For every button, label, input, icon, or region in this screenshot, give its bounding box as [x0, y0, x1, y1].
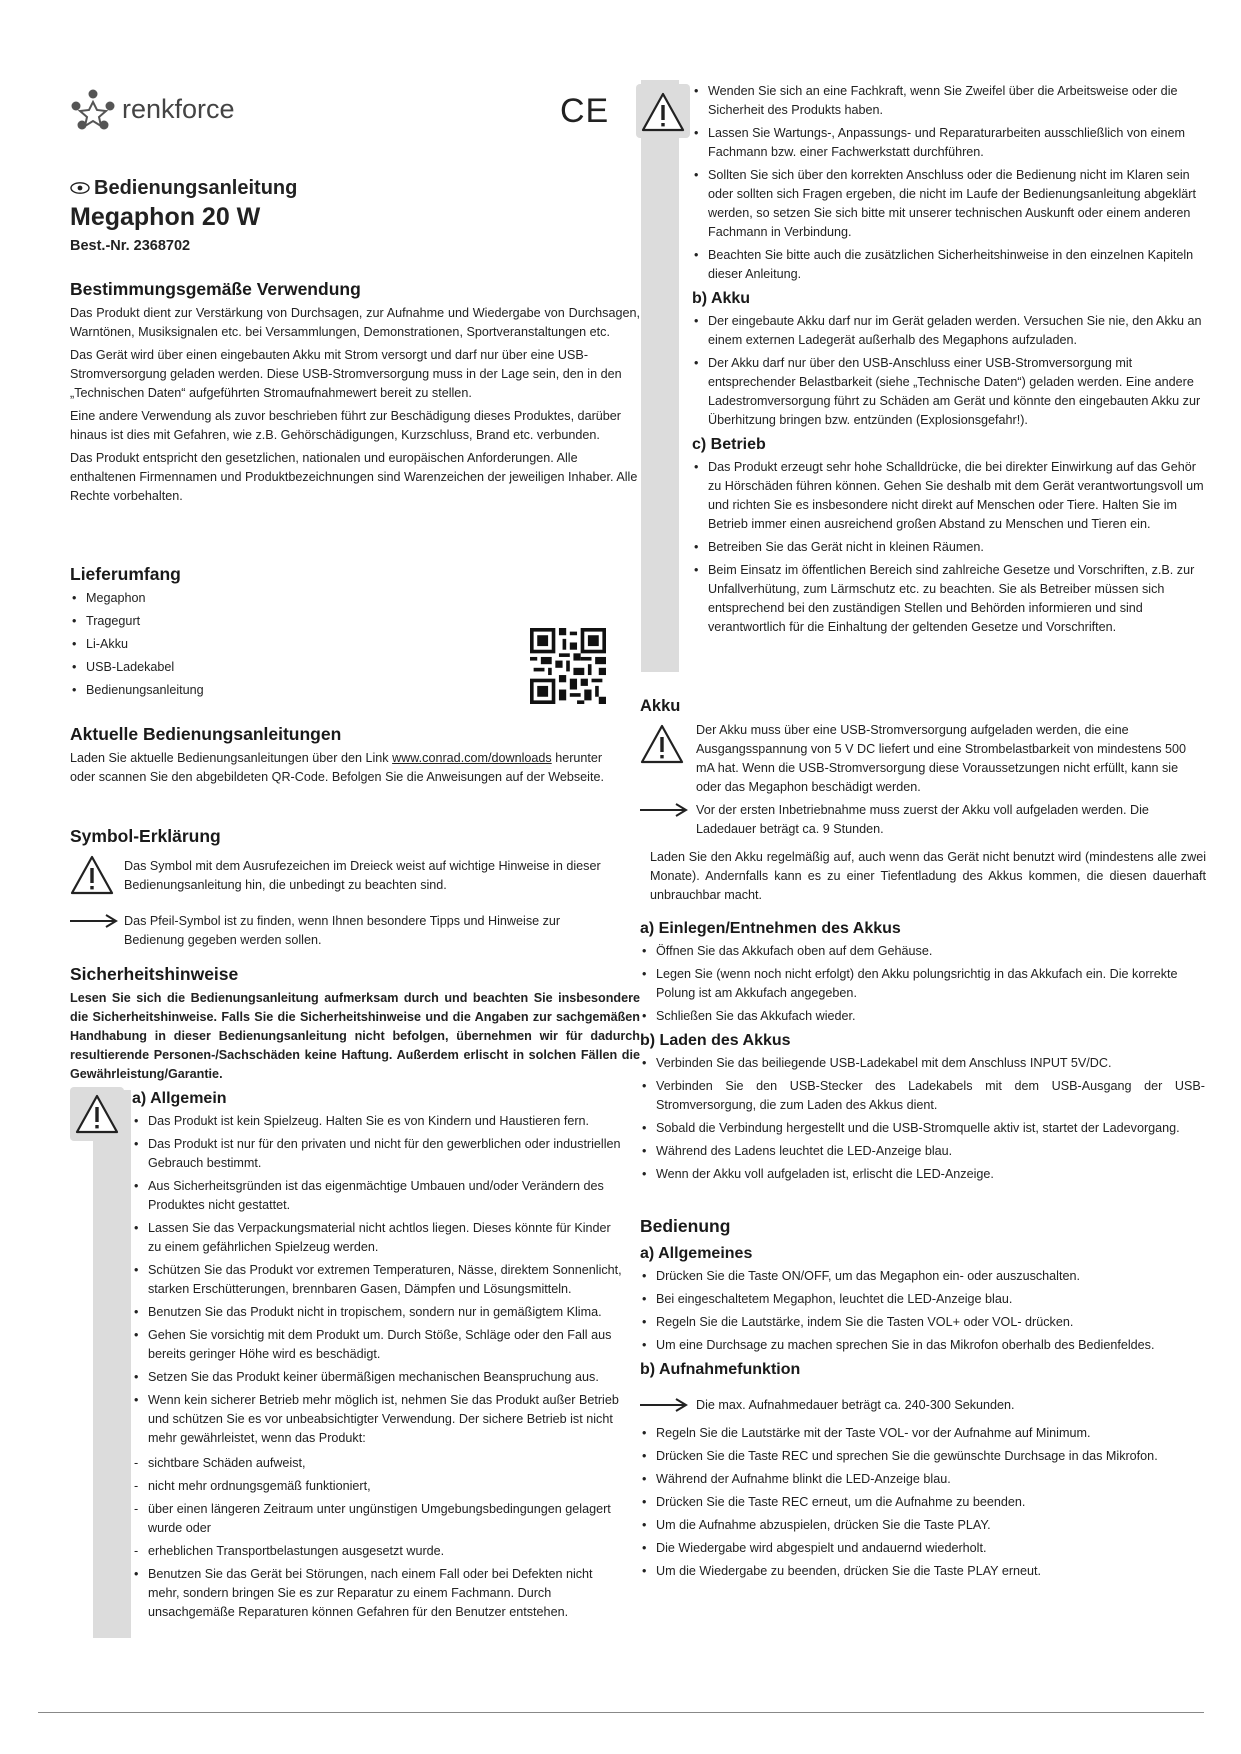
list-item: • Tragegurt	[70, 612, 470, 631]
page-title: Megaphon 20 W	[70, 203, 261, 231]
list-item: - über einen längeren Zeitraum unter ungünstigen Umgebungsbedingungen gelagert wurde oder	[132, 1500, 627, 1538]
warning-triangle-icon	[640, 724, 684, 764]
akku-warning-text: Der Akku muss über eine USB-Stromversorgung aufgeladen werden, die eine Ausgangsspannung von 5 V DC liefert und eine Strombelastbarkeit von mindestens 500 mA hat. Wenn die USB-Stromversorgung diese Voraussetzungen nicht erfüllt, kann sie oder das Megaphon beschädigt werden.	[696, 723, 1187, 794]
list-item: • Das Produkt ist kein Spielzeug. Halten Sie es von Kindern und Haustieren fern.	[132, 1112, 627, 1131]
list-item: • Das Produkt ist nur für den privaten und nicht für den gewerblichen oder industriellen Gebrauch bestimmt.	[132, 1135, 627, 1173]
list-item: • Bei eingeschaltetem Megaphon, leuchtet die LED-Anzeige blau.	[640, 1290, 1205, 1309]
section-heading: Bedienung	[640, 1216, 731, 1236]
list-item: • Wenn der Akku voll aufgeladen ist, erlischt die LED-Anzeige.	[640, 1165, 1205, 1184]
list-item: • Verbinden Sie das beiliegende USB-Ladekabel mit dem Anschluss INPUT 5V/DC.	[640, 1054, 1205, 1073]
warning-symbol-text: Das Symbol mit dem Ausrufezeichen im Dreieck weist auf wichtige Hinweise in dieser Bedienungsanleitung hin, die unbedingt zu beachten sind.	[124, 859, 601, 892]
subsection-heading: a) Allgemeines	[640, 1245, 753, 1262]
paragraph: Eine andere Verwendung als zuvor beschrieben führt zur Beschädigung dieses Produktes, darüber hinaus ist dies mit Gefahren, wie z.B. Gehörschädigungen, Kurzschluss, Brand etc. verbunden.	[70, 409, 621, 442]
safety-section	[70, 964, 640, 1084]
intended-use-section	[70, 279, 640, 506]
list-item: • Setzen Sie das Produkt keiner übermäßigen mechanischen Beanspruchung aus.	[132, 1368, 627, 1387]
list-item: • Die Wiedergabe wird abgespielt und andauernd wiederholt.	[640, 1539, 1205, 1558]
insert-list	[640, 942, 1205, 1026]
akku-note-text: Laden Sie den Akku regelmäßig auf, auch wenn das Gerät nicht benutzt wird (mindestens alle zwei Monate). Andernfalls kann es zu einer Tiefentladung des Akkus kommen, die diesen dauerhaft unbrauchbar macht.	[650, 850, 1206, 902]
brand-logo	[70, 88, 270, 132]
safety-akku-list	[692, 312, 1212, 430]
list-item: • Um eine Durchsage zu machen sprechen Sie in das Mikrofon oberhalb des Bedienfeldes.	[640, 1336, 1205, 1355]
list-item: • Während des Ladens leuchtet die LED-Anzeige blau.	[640, 1142, 1205, 1161]
list-item: • Lassen Sie das Verpackungsmaterial nicht achtlos liegen. Dieses könnte für Kinder zu einem gefährlichen Spielzeug werden.	[132, 1219, 627, 1257]
order-number: Best.-Nr. 2368702	[70, 238, 191, 254]
list-item: - sichtbare Schäden aufweist,	[132, 1454, 627, 1473]
list-item: • Der eingebaute Akku darf nur im Gerät geladen werden. Versuchen Sie nie, den Akku an einem externen Ladegerät außerhalb des Megaphons aufzuladen.	[692, 312, 1212, 350]
charge-list	[640, 1054, 1205, 1184]
ce-mark: CE	[560, 92, 610, 130]
list-item: • Gehen Sie vorsichtig mit dem Produkt um. Durch Stöße, Schläge oder den Fall aus bereits geringer Höhe wird es beschädigt.	[132, 1326, 627, 1364]
paragraph: Das Produkt entspricht den gesetzlichen, nationalen und europäischen Anforderungen. Alle enthaltenen Firmennamen und Produktbezeichnungen sind Warenzeichen der jeweiligen Inhaber. Alle Rechte vorbehalten.	[70, 451, 638, 503]
list-item: • Während der Aufnahme blinkt die LED-Anzeige blau.	[640, 1470, 1205, 1489]
arrow-symbol-text: Das Pfeil-Symbol ist zu finden, wenn Ihnen besondere Tipps und Hinweise zur Bedienung gegeben werden sollen.	[124, 914, 561, 947]
manuals-text-before: Laden Sie aktuelle Bedienungsanleitungen über den Link	[70, 751, 393, 765]
list-item: • Sobald die Verbindung hergestellt und die USB-Stromquelle aktiv ist, startet der Ladevorgang.	[640, 1119, 1205, 1138]
warning-triangle-icon	[75, 1094, 119, 1134]
list-item: • Betreiben Sie das Gerät nicht in kleinen Räumen.	[692, 538, 1212, 557]
brand-name: renkforce	[122, 94, 235, 124]
list-item: - erheblichen Transportbelastungen ausgesetzt wurde.	[132, 1542, 627, 1561]
renkforce-logo-icon	[70, 88, 116, 132]
subsection-heading: c) Betrieb	[692, 436, 766, 453]
language-de-icon	[70, 182, 90, 194]
akku-section	[640, 697, 680, 716]
warning-band	[93, 1090, 131, 1638]
section-heading: Lieferumfang	[70, 564, 181, 584]
list-item: • Wenden Sie sich an eine Fachkraft, wenn Sie Zweifel über die Arbeitsweise oder die Sicherheit des Produkts haben.	[692, 82, 1212, 120]
operation-general-list	[640, 1267, 1205, 1355]
paragraph	[70, 749, 625, 787]
section-heading: Sicherheitshinweise	[70, 964, 239, 984]
warning-triangle-icon	[641, 92, 685, 132]
list-item: • Um die Wiedergabe zu beenden, drücken Sie die Taste PLAY erneut.	[640, 1562, 1205, 1581]
record-tip-text: Die max. Aufnahmedauer beträgt ca. 240-300 Sekunden.	[696, 1398, 1015, 1412]
list-item: - nicht mehr ordnungsgemäß funktioniert,	[132, 1477, 627, 1496]
subsection-heading: a) Einlegen/Entnehmen des Akkus	[640, 920, 901, 937]
section-heading: Symbol-Erklärung	[70, 826, 221, 846]
list-item: • Lassen Sie Wartungs-, Anpassungs- und Reparaturarbeiten ausschließlich von einem Fachmann bzw. einer Fachwerkstatt durchführen.	[692, 124, 1212, 162]
safety-general-list	[132, 1112, 627, 1448]
list-item: • Megaphon	[70, 589, 470, 608]
delivery-list	[70, 589, 470, 700]
conditions-list	[132, 1454, 627, 1561]
list-item: • Benutzen Sie das Produkt nicht in tropischem, sondern nur in gemäßigtem Klima.	[132, 1303, 627, 1322]
list-item: • Beachten Sie bitte auch die zusätzlichen Sicherheitshinweise in den einzelnen Kapiteln dieser Anleitung.	[692, 246, 1212, 284]
subsection-heading: b) Akku	[692, 290, 751, 307]
warning-band	[641, 80, 679, 672]
list-item: • Um die Aufnahme abzuspielen, drücken Sie die Taste PLAY.	[640, 1516, 1205, 1535]
paragraph: Das Produkt dient zur Verstärkung von Durchsagen, zur Aufnahme und Wiedergabe von Durchsagen, Warntönen, Musiksignalen etc. bei Versammlungen, Demonstrationen, Sportveranstaltungen etc.	[70, 306, 640, 339]
list-item: • Wenn kein sicherer Betrieb mehr möglich ist, nehmen Sie das Produkt außer Betrieb und schützen Sie es vor unbeabsichtigter Verwendung. Der sichere Betrieb ist nicht mehr gewährleistet, wenn das Produkt:	[132, 1391, 627, 1448]
list-item: • Regeln Sie die Lautstärke, indem Sie die Tasten VOL+ oder VOL- drücken.	[640, 1313, 1205, 1332]
akku-insert-section	[640, 920, 1205, 1188]
paragraph: Das Gerät wird über einen eingebauten Akku mit Strom versorgt und darf nur über eine USB-Stromversorgung geladen werden. Diese USB-Stromversorgung muss in der Lage sein, den in den „Technischen Daten“ aufgeführten Stromaufnahmewert bereit zu stellen.	[70, 348, 622, 400]
list-item: • Der Akku darf nur über den USB-Anschluss einer USB-Stromversorgung mit entsprechender Belastbarkeit (siehe „Technische Daten“) geladen werden. Eine andere Ladestromversorgung führt zu Schäden am Gerät und könnte den eingebauten Akku zur Überhitzung bringen bzw. entzünden (Explosionsgefahr!).	[692, 354, 1212, 430]
subsection-heading: b) Aufnahmefunktion	[640, 1361, 801, 1378]
section-heading: Bestimmungsgemäße Verwendung	[70, 279, 361, 299]
list-item: • Drücken Sie die Taste ON/OFF, um das Megaphon ein- oder auszuschalten.	[640, 1267, 1205, 1286]
arrow-right-icon	[640, 803, 688, 817]
safety-general	[132, 1090, 627, 1626]
record-list	[640, 1424, 1205, 1581]
manuals-text-after: herunter oder scannen Sie den abgebildeten QR-Code. Befolgen Sie die Anweisungen auf der Webseite.	[70, 751, 604, 784]
list-item: • USB-Ladekabel	[70, 658, 470, 677]
subsection-heading: b) Laden des Akkus	[640, 1032, 791, 1049]
list-item: • Verbinden Sie den USB-Stecker des Ladekabels mit dem USB-Ausgang der USB-Stromversorgung, die zum Laden des Akkus dient.	[640, 1077, 1205, 1115]
list-item: • Öffnen Sie das Akkufach oben auf dem Gehäuse.	[640, 942, 1205, 961]
delivery-section	[70, 564, 470, 704]
arrow-right-icon	[640, 1398, 688, 1412]
list-item: • Regeln Sie die Lautstärke mit der Taste VOL- vor der Aufnahme auf Minimum.	[640, 1424, 1205, 1443]
warning-triangle-icon	[70, 855, 114, 895]
page-divider	[38, 1712, 1204, 1713]
subsection-heading: a) Allgemein	[132, 1090, 227, 1107]
list-item: • Aus Sicherheitsgründen ist das eigenmächtige Umbauen und/oder Verändern des Produktes nicht gestattet.	[132, 1177, 627, 1215]
section-heading: Aktuelle Bedienungsanleitungen	[70, 724, 342, 744]
safety-betrieb-list	[692, 458, 1212, 637]
list-item: • Bedienungsanleitung	[70, 681, 470, 700]
list-item: • Drücken Sie die Taste REC erneut, um die Aufnahme zu beenden.	[640, 1493, 1205, 1512]
operation-section	[640, 1216, 1205, 1379]
list-item: • Drücken Sie die Taste REC und sprechen Sie die gewünschte Durchsage in das Mikrofon.	[640, 1447, 1205, 1466]
safety-general-list-cont	[692, 82, 1212, 284]
manuals-section	[70, 724, 625, 787]
list-item: • Li-Akku	[70, 635, 470, 654]
section-heading: Akku	[640, 697, 681, 715]
safety-intro: Lesen Sie sich die Bedienungsanleitung aufmerksam durch und beachten Sie insbesondere die Sicherheitshinweise. Falls Sie die Sicherheitshinweise und die Angaben zur sachgemäßen Handhabung in dieser Bedienungsanleitung nicht befolgen, übernehmen wir für dadurch resultierende Personen-/Sachschäden keine Haftung. Außerdem erlischt in solchen Fällen die Gewährleistung/Garantie.	[70, 991, 640, 1081]
arrow-right-icon	[70, 914, 118, 928]
list-item: • Legen Sie (wenn noch nicht erfolgt) den Akku polungsrichtig in das Akkufach ein. Die korrekte Polung ist am Akkufach angegeben.	[640, 965, 1205, 1003]
safety-general-list-end	[132, 1565, 627, 1622]
list-item: • Schließen Sie das Akkufach wieder.	[640, 1007, 1205, 1026]
symbols-section	[70, 826, 221, 847]
list-item: • Sollten Sie sich über den korrekten Anschluss oder die Bedienung nicht im Klaren sein oder sollten sich Fragen ergeben, die nicht im Laufe der Bedienungsanleitung abgeklärt werden, so setzen Sie sich bitte mit unserer technischen Auskunft oder einem anderen Fachmann in Verbindung.	[692, 166, 1212, 242]
list-item: • Benutzen Sie das Gerät bei Störungen, nach einem Fall oder bei Defekten nicht mehr, sondern bringen Sie es zur Reparatur zu einem Fachmann. Durch unsachgemäße Reparaturen können Gefahren für den Benutzer entstehen.	[132, 1565, 627, 1622]
downloads-link[interactable]: www.conrad.com/downloads	[392, 751, 552, 765]
list-item: • Das Produkt erzeugt sehr hohe Schalldrücke, die bei direkter Einwirkung auf das Gehör zu Hörschäden führen können. Gehen Sie deshalb mit dem Gerät verantwortungsvoll um und richten Sie es insbesondere nicht direkt auf Menschen oder Tiere. Halten Sie im Betrieb immer einen ausreichend großen Abstand zu Menschen und Tieren ein.	[692, 458, 1212, 534]
list-item: • Schützen Sie das Produkt vor extremen Temperaturen, Nässe, direktem Sonnenlicht, starken Erschütterungen, brennbaren Gasen, Dämpfen und Lösungsmitteln.	[132, 1261, 627, 1299]
list-item: • Beim Einsatz im öffentlichen Bereich sind zahlreiche Gesetze und Vorschriften, z.B. zur Unfallverhütung, zum Lärmschutz etc. zu beachten. Sie als Betreiber müssen sich entsprechend bei den zuständigen Stellen und Behörden informieren und sind verantwortlich für die Einhaltung der geltenden Gesetze und Vorschriften.	[692, 561, 1212, 637]
doc-type: Bedienungsanleitung	[94, 177, 298, 199]
record-section	[640, 1424, 1205, 1585]
qr-code-icon[interactable]	[530, 628, 606, 704]
akku-tip-text: Vor der ersten Inbetriebnahme muss zuerst der Akku voll aufgeladen werden. Die Ladedauer beträgt ca. 9 Stunden.	[696, 803, 1149, 836]
safety-general-continued	[692, 82, 1212, 641]
